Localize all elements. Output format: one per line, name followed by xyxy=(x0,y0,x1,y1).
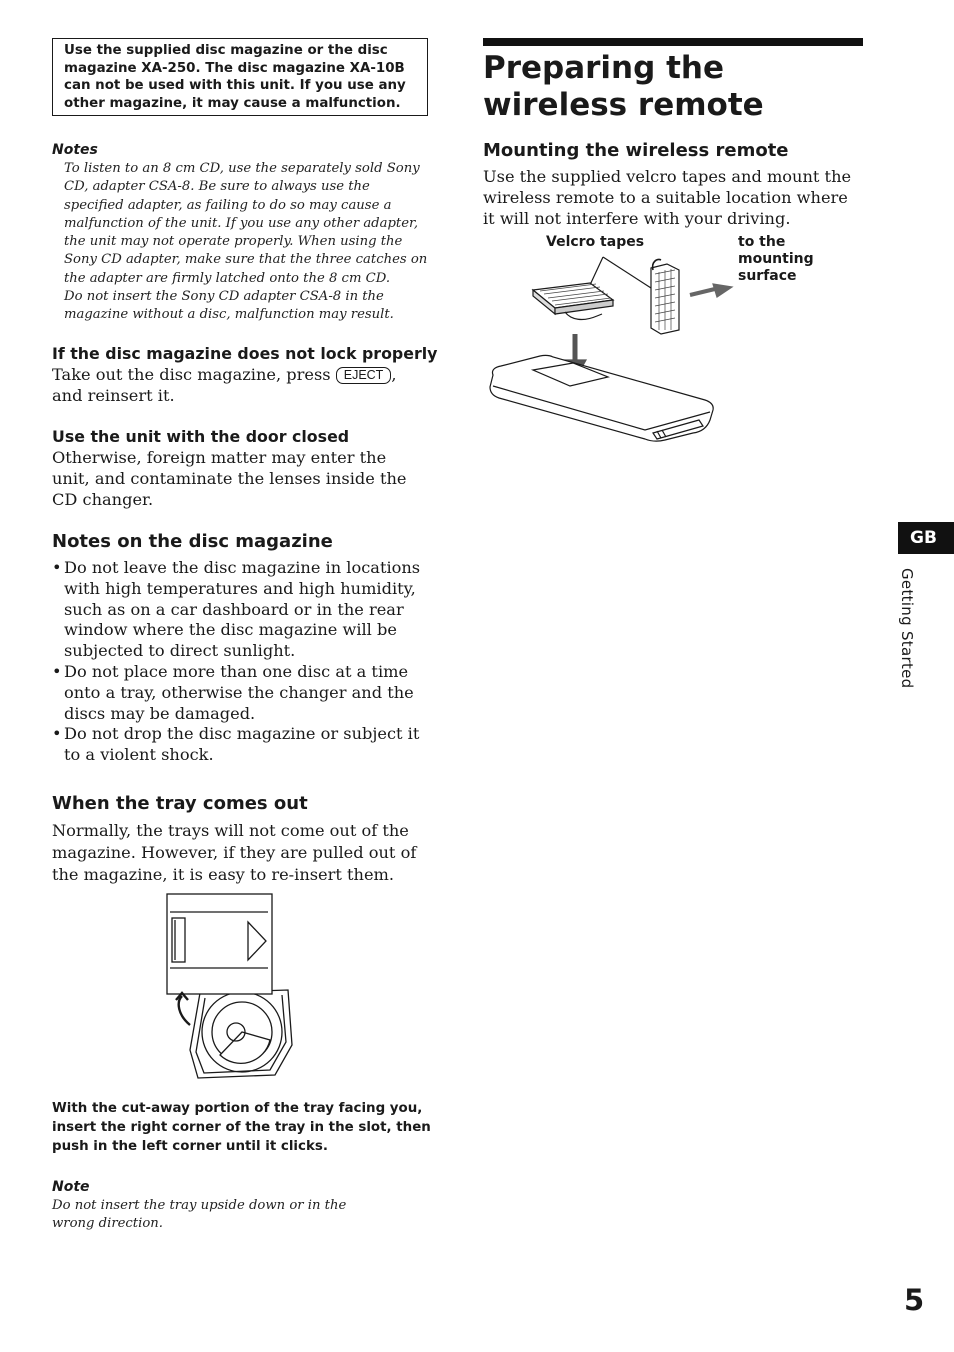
list-item: • Do not place more than one disc at a time onto a tray, otherwise the changer and the discs may be damaged. xyxy=(52,662,434,724)
lock-text-before: Take out the disc magazine, press xyxy=(52,365,331,384)
tray-heading: When the tray comes out xyxy=(52,793,308,814)
notes-body xyxy=(64,160,432,325)
page-number: 5 xyxy=(904,1283,925,1317)
tray-insertion-illustration xyxy=(160,890,300,1085)
note-body: Do not insert the tray upside down or in the wrong direction. xyxy=(52,1198,347,1232)
lock-body xyxy=(52,365,424,407)
door-heading: Use the unit with the door closed xyxy=(52,427,350,446)
mounting-heading: Mounting the wireless remote xyxy=(483,140,789,161)
notes-paragraph-2: Do not insert the Sony CD adapter CSA-8 in the magazine without a disc, malfunction may result. xyxy=(64,289,394,323)
language-tab: GB xyxy=(898,522,954,554)
warning-text: Use the supplied disc magazine or the disc magazine XA-250. The disc magazine XA-10B can not be used with this unit. If you use any other magazine, it may cause a malfunction. xyxy=(64,43,406,111)
mounting-body: Use the supplied velcro tapes and mount the wireless remote to a suitable location where it will not interfere with your driving. xyxy=(483,167,852,228)
velcro-tapes-label: Velcro tapes xyxy=(546,234,645,250)
warning-box xyxy=(52,38,428,116)
tray-caption: With the cut-away portion of the tray facing you, insert the right corner of the tray in the slot, then push in the left corner until it clicks. xyxy=(52,1101,431,1154)
mounting-surface-label: to the mounting surface xyxy=(738,234,814,284)
tray-body: Normally, the trays will not come out of the magazine. However, if they are pulled out of the magazine, it is easy to re-insert them. xyxy=(52,821,417,884)
title-rule xyxy=(483,38,863,46)
notes-heading: Notes xyxy=(52,142,98,158)
lock-heading: If the disc magazine does not lock properly xyxy=(52,344,438,363)
section-label xyxy=(898,568,920,703)
page-title: Preparing the wireless remote xyxy=(483,50,764,123)
section-label-text: Getting Started xyxy=(898,568,916,689)
lock-text-after: , and reinsert it. xyxy=(52,365,397,405)
note-heading: Note xyxy=(52,1179,90,1195)
notes-paragraph-1: To listen to an 8 cm CD, use the separately sold Sony CD, adapter CSA-8. Be sure to always use the specified adapter, as failing to do so may cause a malfunction of the unit. If you use any other adapter, the unit may not operate properly. When using the Sony CD adapter, make sure that the three catches on the adapter are firmly latched onto the 8 cm CD. xyxy=(64,161,428,286)
eject-key: EJECT xyxy=(336,367,392,384)
door-body: Otherwise, foreign matter may enter the unit, and contaminate the lenses inside the CD changer. xyxy=(52,448,407,509)
magazine-notes-list xyxy=(52,558,434,766)
magazine-notes-heading: Notes on the disc magazine xyxy=(52,531,333,552)
list-item: • Do not drop the disc magazine or subject it to a violent shock. xyxy=(52,724,434,766)
remote-mounting-illustration xyxy=(485,250,740,460)
list-item: • Do not leave the disc magazine in locations with high temperatures and high humidity, such as on a car dashboard or in the rear window where the disc magazine will be subjected to direct sunlight. xyxy=(52,558,434,662)
